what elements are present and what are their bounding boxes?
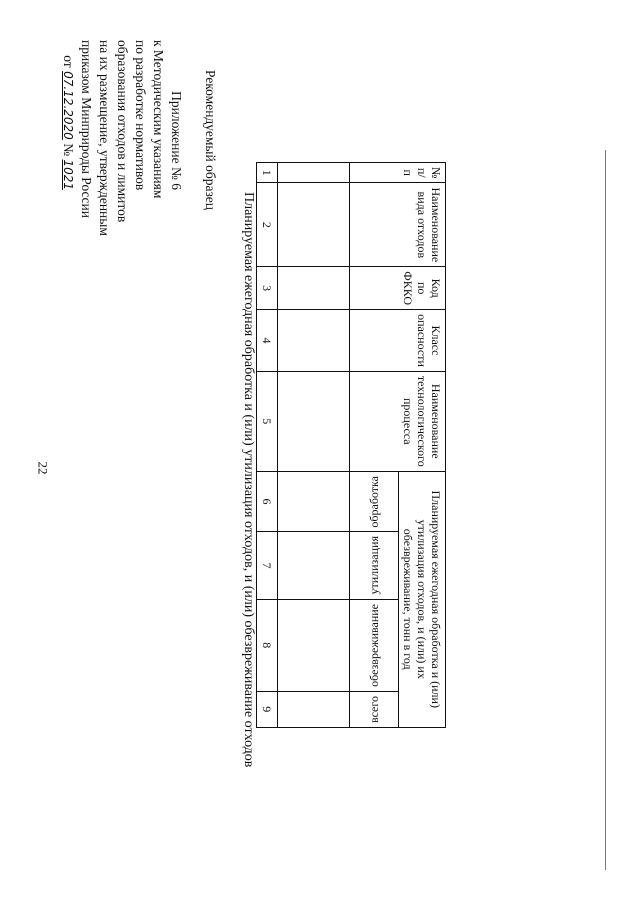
header-waste-name: Наименование вида отходов (350, 183, 446, 267)
recommended-sample-label: Рекомендуемый образец (203, 69, 218, 210)
column-number-cell: 9 (257, 691, 278, 727)
handwritten-date: 07.12.2020 (61, 71, 75, 140)
subheader-processing (350, 471, 399, 532)
column-number-cell: 8 (257, 599, 278, 691)
subheader-processing-text: обработка (367, 475, 381, 528)
page-number: 22 (35, 461, 51, 475)
empty-cell (278, 371, 350, 471)
subheader-utilization (350, 532, 399, 600)
header-hazard-class: Класс опасности (350, 310, 446, 372)
empty-cell (278, 599, 350, 691)
column-number-cell: 5 (257, 371, 278, 471)
appendix-line-3: по разработке нормативов (133, 40, 148, 191)
column-number-cell: 6 (257, 471, 278, 532)
appendix-line-6: приказом Минприроды России (79, 40, 94, 218)
appendix-heading (59, 40, 185, 236)
header-planned-group: Планируемая ежегодная обработка и (или) утилизация отходов, и (или) их обезвреживание, тонн в год (399, 471, 446, 727)
column-number-cell: 4 (257, 310, 278, 372)
header-number: № п/п (350, 163, 446, 183)
empty-cell (278, 691, 350, 727)
empty-cell (278, 471, 350, 532)
subheader-neutralization-text: обезвреживание (367, 603, 381, 687)
subheader-total (350, 691, 399, 727)
empty-cell (278, 532, 350, 600)
appendix-line-4: образования отходов и лимитов (115, 40, 130, 223)
column-number-cell: 3 (257, 267, 278, 310)
document-title: Планируемая ежегодная обработка и (или) утилизация отходов, и (или) обезвреживание отходов (241, 192, 256, 768)
date-prefix: от (61, 55, 76, 68)
subheader-total-text: всего (367, 695, 381, 723)
subheader-utilization-text: утилизация (367, 536, 381, 595)
column-number-cell: 1 (257, 163, 278, 183)
handwritten-number: 1021 (61, 159, 75, 190)
empty-cell (278, 310, 350, 372)
column-number-cell: 2 (257, 183, 278, 267)
scan-edge-line (605, 150, 606, 870)
appendix-line-5: на их размещение, утвержденным (97, 40, 112, 236)
appendix-line-1: Приложение № 6 (169, 91, 184, 190)
number-prefix: № (61, 143, 76, 157)
waste-table (256, 162, 446, 728)
column-number-cell: 7 (257, 532, 278, 600)
header-fkko-code: Код по ФККО (350, 267, 446, 310)
header-process-name: Наименование технологического процесса (350, 371, 446, 471)
empty-cell (278, 183, 350, 267)
appendix-date-line (59, 40, 77, 190)
appendix-line-2: к Методическим указаниям (151, 40, 166, 199)
empty-cell (278, 163, 350, 183)
subheader-neutralization (350, 599, 399, 691)
empty-cell (278, 267, 350, 310)
